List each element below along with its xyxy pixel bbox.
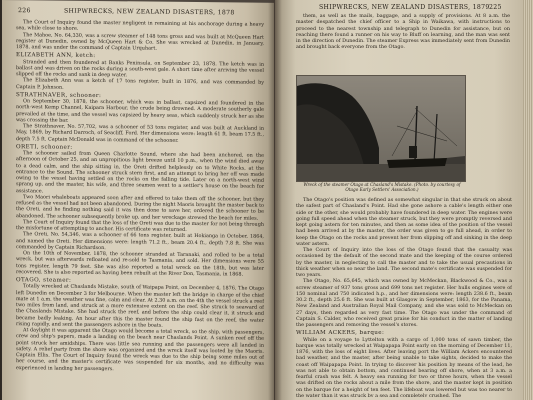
left-page	[2, 0, 274, 400]
paragraph: At daylight it was apparent the Otago would become a total wreck, so the ship, with passengers, crew and ship's papers, made a landing on the beach near Chaslands Point. A sunken reef off the point struck her amidships. There was little sea running and the passengers were all landed in safety. A relief party from the shore was organized and the wreck itself was looted by the Maoris. Captain Ellis. The Court of Inquiry found the wreck was due to the ship being some miles out of her course, and the master's certificate was suspended for six months, and no difficulty was experienced in landing her passengers.	[16, 327, 264, 372]
section-heading: WILLIAM ACKERS, barque:	[296, 330, 385, 337]
right-running-head: SHIPWRECKS, NEW ZEALAND DISASTERS, 1879	[319, 4, 490, 11]
book-gutter	[268, 0, 282, 400]
open-book	[2, 0, 533, 400]
paragraph: The Elizabeth Ann was a ketch of 17 tons register, built in 1876, and was commanded by Captain P. Johnson.	[16, 77, 264, 91]
shipwreck-photo-image	[297, 76, 465, 181]
section-heading: STRATHNAVER, schooner:	[16, 91, 102, 99]
section-heading: OTAGO, steamer:	[16, 277, 72, 284]
paragraph: The Otago's position was defined as somewhat singular in that she struck on about the safest part of Chasland's Point. Had she gone ashore a cable's length either one side or the other, she would probably have foundered in deep water. The engines were going full speed ahead when the steamer struck, but they were promptly reversed and kept going astern for ten minutes, and then as some idea of the position of the vessel had been arrived at by the master, the order was given to go full ahead, in order to keep the Otago on the rocks and prevent her from slipping off and sinking in the deep water astern.	[296, 197, 512, 247]
paragraph: The schooner sailed from Queen Charlotte Sound, where she had been anchored, on the afternoon of October 25, and an unpropitious light breeze until 10 p.m., when the wind died away to a dead calm, and the ship sitting in, the Oreti drifted helplessly on to White Rocks, at the entrance to the Sound. The schooner struck stern first, and an attempt to bring her off was made owing to the vessel having settled on the rocks on the falling tide. Later on a north-west wind sprang up, and the master, his wife, and three seamen went to a settler's house on the beach for assistance.	[16, 150, 264, 194]
section-heading: ELIZABETH ANN, ketch:	[16, 52, 96, 60]
left-page-number: 226	[18, 7, 31, 15]
left-running-head: SHIPWRECKS, NEW ZEALAND DISASTERS, 1878	[64, 7, 235, 17]
paragraph: Totally wrecked at Chaslands Mistake, south of Waipapa Point, on December 4, 1876. The Otago left Dunedin on December 3 for Melbourne. When the master left the bridge in charge of the chief mate at 1 a.m. the weather was fine, calm and clear. At 2.30 a.m. on the 4th the vessel struck a reef two miles from land, and struck at a more extensive extent on the reef. She struck to seaward of the Chaslands Mistake. She had struck the reef, and before the ship could clear it, it struck and became badly leaking. An hour after this the master found the ship fast on the reef, the water rising rapidly, and sent the passengers ashore in the boats.	[16, 283, 264, 329]
right-bottom-text	[296, 197, 512, 397]
paragraph: The Court of Inquiry found that the loss of the Oreti was due to the master for not being through the misfortune of attempting to anchor. His certificate was returned.	[16, 218, 264, 233]
section-heading: ORETI, schooner:	[16, 143, 73, 151]
paragraph: On the 10th of November, 1878, the schooner stranded at Taranaki, and rolled to be a total wreck, but was afterwards refloated and re-sold to Tasmania, and sold. Her dimensions were 55 tons register, length 79 feet. She was also reported a total wreck on the 18th, but was later recovered. She is also reported as having been rebuilt at the River Don, Tasmania, in 1868.	[16, 250, 264, 278]
paragraph: The Otago, No. 65,645, which was owned by McMeckan, Blackwood & Co., was a screw steamer of 937 tons gross and 699 tons net register. Her hulls engines were of 150 nominal and 750 indicated h.p., and her dimensions were: length 238.6 ft., beam 30.2 ft., depth 25.6 ft. She was built at Glasgow in September, 1863, for the Panama, New Zealand and Australian Royal Mail Company, and she was sold to McMeckan on 27 days, then regarded as very fast time. The Otago was under the command of Captain S. Calder, who received great praise for his conduct in the matter of landing the passengers and removing the vessel's stores.	[296, 278, 512, 328]
shipwreck-photo	[296, 75, 466, 182]
paragraph: The Strathnaver, No. 57,702, was a schooner of 53 tons register, and was built at Auckland in May, 1869, by Richard Darroch, of Seacliff, Ford. Her dimensions were: length 61 ft. beam 17.5 ft., depth 7.5 ft. Captain McDonald was in command of the schooner.	[16, 123, 264, 144]
right-page	[275, 0, 533, 400]
paragraph: them, as well as the mails, baggage, and a supply of provisions. At 8 a.m. the master despatched the chief officer to a Ship in Waikawa, with instructions to proceed to the nearest township and telegraph to Dunedin for assistance, but on reaching there found a runner on his way to Bluff on learning, and the man was sent in the direction of Dunedin. The steamer Express was immediately sent from Dunedin and brought back everyone from the Otago.	[296, 13, 510, 51]
right-page-number: 225	[489, 4, 502, 11]
paragraph: The Oreti, No. 54,346, was a schooner of 66 tons register, built at Hokianga in October, 1864, and named the Oreti. Her dimensions were: length 71.2 ft., beam 20.4 ft., depth 7.8 ft. She was commanded by Captain Richardson.	[16, 231, 264, 251]
paragraph: On September 30, 1878, the schooner, which was in ballast, capsized and foundered in the north-west Kemp Channel, Kaipara Harbour, the crude being drowned. A moderate southerly gale prevailed at the time, and the vessel was capsized by heavy seas, which suddenly struck her as she was crossing the bar.	[16, 98, 264, 124]
photo-caption: Wreck of the steamer Otago at Chasland's Mistake. (Photo. by courtesy of Otago Early Settlers' Association.)	[303, 182, 461, 193]
page-edges	[523, 0, 533, 400]
paragraph: While on a voyage to Lyttelton with a cargo of 1,000 tons of sawn timber, the barque was totally wrecked at Waipapapa Point early on the morning of December 11, 1876, with the loss of eight lives. After leaving port the William Ackers encountered bad weather, and the master, after being unable to take sights, decided to make the coast off Waipapapa Point. In trying to discover his position by means of the lead, he was not able to obtain bottom, and continued bearing off shore, when at 3 a.m. a fearful crash was felt. A heavy sea running for two or three hours, when the vessel was drifted on the rocks about a mile from the shore, and the master kept in position on the barque for a height of ten feet. The lifeboat was lowered but was too nearer to the water than it was struck by a sea and completely crushed. The	[296, 336, 512, 397]
right-top-text	[296, 13, 510, 71]
paragraph: Two Maori whaleboats appeared soon after and offered to take them off the schooner, but they refused as the vessel had not been abandoned. During the night Maoris brought the master back to the Oreti, and he finding nothing said it was then done to save her, ordered the schooner to be abandoned. The schooner subsequently broke up, and her wreckage strewed the beach for miles.	[16, 193, 264, 222]
left-text-column	[16, 19, 264, 400]
paragraph: The Mahoe, No. 64,330, was a screw steamer of 148 tons gross and was built at McQueen Hart register at Dunedin, owned by McQueen Hart & Co. She was wrecked at Dunedin, in January, 1878, and was under the command of Captain Urquhart.	[16, 31, 264, 52]
paragraph: Stranded and then foundered at Banks Peninsula, on September 23, 1878. The ketch was in ballast and was driven on the rocks during a south-west gale. A short time after arriving the vessel slipped off the rocks and sank in deep water.	[16, 58, 264, 79]
paragraph: The Court of Inquiry into the loss of the Otago found that the casualty was occasioned by the default of the second mate and the keeping of the course ordered by the master, in neglecting to call the master and to take the usual precautions in thick weather when so near the land. The second mate's certificate was suspended for two years.	[296, 247, 512, 278]
paragraph: The Court of Inquiry found the master negligent in remaining at his anchorage during a heavy sea, while close to shore.	[16, 19, 264, 33]
